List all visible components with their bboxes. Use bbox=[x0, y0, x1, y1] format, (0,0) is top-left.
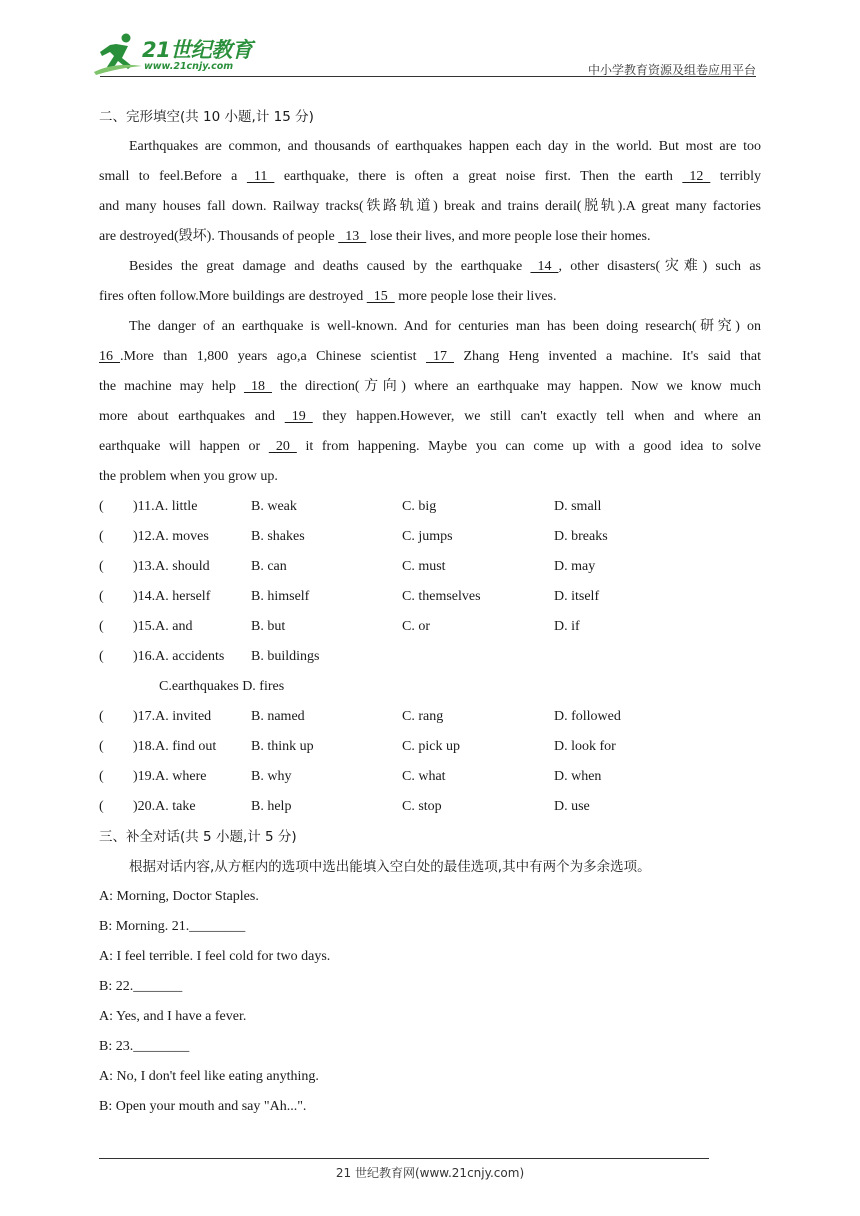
blank-14: 14 bbox=[530, 259, 559, 274]
dialogue-blank-21: ________ bbox=[189, 919, 246, 934]
blank-16: 16 bbox=[99, 349, 120, 364]
dialogue-line: B: Morning. 21.________ bbox=[99, 919, 246, 934]
dialogue-line: A: I feel terrible. I feel cold for two days. bbox=[99, 949, 331, 964]
passage-line: the problem when you grow up. bbox=[99, 469, 278, 484]
blank-13: 13 bbox=[338, 229, 367, 244]
site-logo[interactable] bbox=[92, 32, 262, 76]
dialogue-line: A: Yes, and I have a fever. bbox=[99, 1009, 247, 1024]
blank-15: 15 bbox=[366, 289, 395, 304]
passage-line: and many houses fall down. Railway tracks(铁路轨道) break and trains derail(脱轨).A great many factories bbox=[99, 199, 761, 214]
dialogue-blank-22: _______ bbox=[133, 979, 183, 994]
blank-20: 20 bbox=[268, 439, 297, 454]
header-divider bbox=[100, 76, 756, 77]
dialogue-line: B: Open your mouth and say "Ah...". bbox=[99, 1099, 307, 1114]
passage-line: small to feel.Before a 11 earthquake, there is often a great noise first. Then the earth 12 terribly bbox=[99, 169, 762, 184]
blank-18: 18 bbox=[243, 379, 272, 394]
passage-line: 16 .More than 1,800 years ago,a Chinese scientist 17 Zhang Heng invented a machine. It's said that bbox=[99, 349, 762, 364]
footer-divider bbox=[99, 1158, 709, 1159]
question-row: ( )19.A. where B. why C. what D. when bbox=[99, 769, 602, 784]
platform-name: 中小学教育资源及组卷应用平台 bbox=[587, 63, 756, 77]
passage-line: the machine may help 18 the direction(方向) where an earthquake may happen. Now we know much bbox=[99, 379, 762, 394]
runner-logo-icon bbox=[92, 32, 144, 76]
logo-url-text: www.21cnjy.com bbox=[144, 61, 234, 72]
page-footer[interactable]: 21 世纪教育网(www.21cnjy.com) bbox=[335, 1166, 525, 1180]
question-row: ( )17.A. invited B. named C. rang D. followed bbox=[99, 709, 621, 724]
passage-line: Earthquakes are common, and thousands of earthquakes happen each day in the world. But most are too bbox=[129, 139, 761, 154]
blank-19: 19 bbox=[284, 409, 313, 424]
dialogue-line: B: 22._______ bbox=[99, 979, 183, 994]
question-row: ( )14.A. herself B. himself C. themselves D. itself bbox=[99, 589, 600, 604]
question-row: ( )11.A. little B. weak C. big D. small bbox=[99, 499, 602, 514]
question-row: ( )15.A. and B. but C. or D. if bbox=[99, 619, 580, 634]
question-row: ( )16.A. accidents B. buildings bbox=[99, 649, 320, 664]
blank-17: 17 bbox=[425, 349, 454, 364]
dialogue-line: A: No, I don't feel like eating anything. bbox=[99, 1069, 319, 1084]
passage-line: earthquake will happen or 20 it from happening. Maybe you can come up with a good idea to solve bbox=[99, 439, 762, 454]
section-3-title: 三、补全对话(共 5 小题,计 5 分) bbox=[99, 829, 297, 845]
passage-line: more about earthquakes and 19 they happen.However, we still can't exactly tell when and where an bbox=[99, 409, 762, 424]
question-row: ( )13.A. should B. can C. must D. may bbox=[99, 559, 596, 574]
passage-line: are destroyed(毁坏). Thousands of people 13 lose their lives, and more people lose their homes. bbox=[99, 229, 651, 244]
logo-main-text: 21世纪教育 bbox=[142, 38, 253, 62]
dialogue-line: A: Morning, Doctor Staples. bbox=[99, 889, 259, 904]
dialogue-blank-23: ________ bbox=[133, 1039, 190, 1054]
question-row: ( )20.A. take B. help C. stop D. use bbox=[99, 799, 590, 814]
blank-12: 12 bbox=[682, 169, 711, 184]
page-header bbox=[0, 0, 860, 80]
passage-line: Besides the great damage and deaths caused by the earthquake 14 , other disasters(灾难) such as bbox=[129, 259, 761, 274]
section-3-instruction: 根据对话内容,从方框内的选项中选出能填入空白处的最佳选项,其中有两个为多余选项。 bbox=[129, 859, 651, 875]
question-16-continuation: C.earthquakes D. fires bbox=[159, 679, 285, 694]
question-row: ( )18.A. find out B. think up C. pick up D. look for bbox=[99, 739, 616, 754]
question-row: ( )12.A. moves B. shakes C. jumps D. breaks bbox=[99, 529, 608, 544]
passage-line: fires often follow.More buildings are destroyed 15 more people lose their lives. bbox=[99, 289, 557, 304]
dialogue-line: B: 23.________ bbox=[99, 1039, 190, 1054]
blank-11: 11 bbox=[246, 169, 275, 184]
passage-line: The danger of an earthquake is well-known. And for centuries man has been doing research(研究) on bbox=[129, 319, 761, 334]
section-2-title: 二、完形填空(共 10 小题,计 15 分) bbox=[99, 109, 314, 125]
